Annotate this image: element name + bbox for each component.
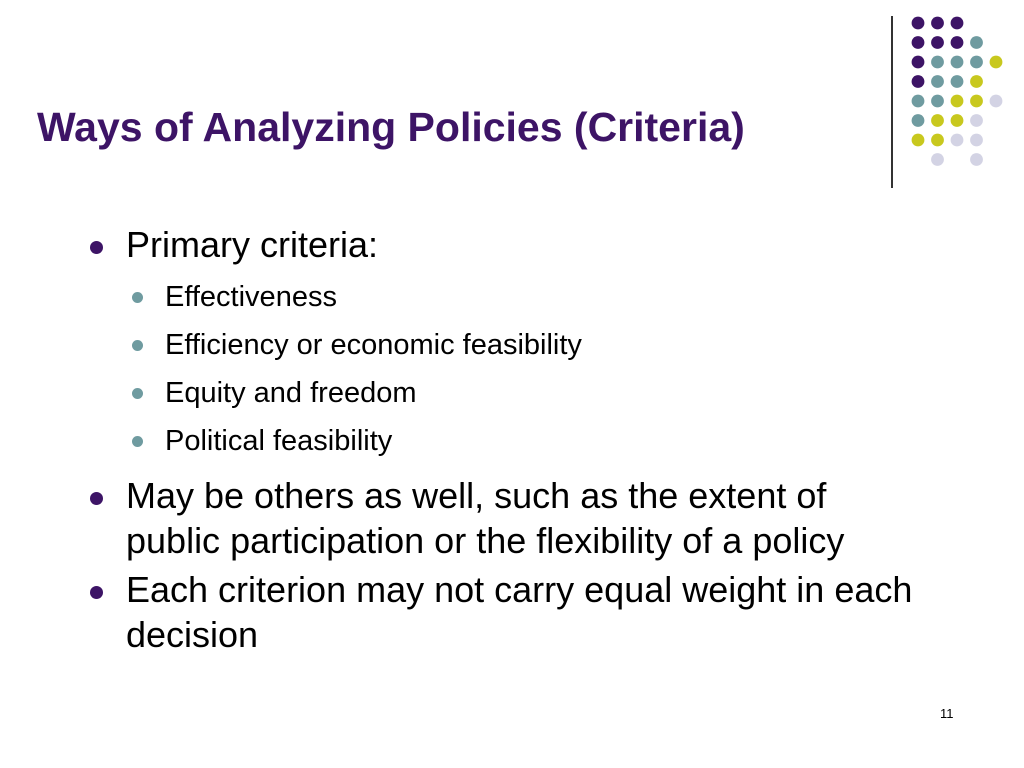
sub-bullet-item <box>126 321 928 369</box>
decorative-dot <box>970 95 983 108</box>
decorative-dot <box>912 56 925 69</box>
decorative-dot <box>990 95 1003 108</box>
title-divider-line <box>891 16 893 188</box>
decorative-dot <box>970 75 983 88</box>
decorative-dot <box>931 134 944 147</box>
sub-bullet-text: Equity and freedom <box>165 377 417 409</box>
decorative-dot <box>970 134 983 147</box>
bullet-item <box>88 473 928 563</box>
decorative-dot <box>970 56 983 69</box>
bullet-text: Primary criteria: <box>126 224 379 265</box>
sub-bullet-text: Political feasibility <box>165 425 393 457</box>
decorative-dot <box>951 134 964 147</box>
decorative-dot <box>951 95 964 108</box>
decorative-dot <box>951 36 964 49</box>
bullet-text: Each criterion may not carry equal weight in each decision <box>126 569 913 655</box>
decorative-dot <box>912 114 925 127</box>
decorative-dot <box>912 17 925 30</box>
decorative-dot <box>931 153 944 166</box>
bullet-list <box>88 222 928 661</box>
decorative-dot <box>931 36 944 49</box>
sub-bullet-list <box>126 273 928 465</box>
decorative-dot <box>970 153 983 166</box>
decorative-dot <box>931 114 944 127</box>
sub-bullet-text: Effectiveness <box>165 281 337 313</box>
decorative-dot <box>970 36 983 49</box>
sub-bullet-dot <box>132 292 143 303</box>
decorative-dot <box>990 56 1003 69</box>
decorative-dot <box>931 17 944 30</box>
decorative-dot <box>951 56 964 69</box>
decorative-dot <box>912 36 925 49</box>
decorative-dot <box>912 75 925 88</box>
decorative-dot <box>951 17 964 30</box>
decorative-dot <box>931 75 944 88</box>
bullet-text: May be others as well, such as the extent of public participation or the flexibility of a policy <box>126 475 845 561</box>
decorative-dot <box>912 134 925 147</box>
sub-bullet-item <box>126 273 928 321</box>
sub-bullet-dot <box>132 436 143 447</box>
decorative-dot <box>912 95 925 108</box>
sub-bullet-item <box>126 417 928 465</box>
bullet-item <box>88 567 928 657</box>
bullet-item <box>88 222 928 465</box>
bullet-dot <box>90 241 103 254</box>
decorative-dot <box>970 114 983 127</box>
sub-bullet-dot <box>132 388 143 399</box>
page-number: 11 <box>940 706 954 721</box>
decorative-dot <box>931 95 944 108</box>
slide-title: Ways of Analyzing Policies (Criteria) <box>37 104 745 150</box>
sub-bullet-text: Efficiency or economic feasibility <box>165 329 582 361</box>
decorative-dot <box>951 75 964 88</box>
sub-bullet-item <box>126 369 928 417</box>
bullet-dot <box>90 586 103 599</box>
decorative-dot <box>951 114 964 127</box>
decorative-dot <box>931 56 944 69</box>
sub-bullet-dot <box>132 340 143 351</box>
decorative-dot-grid <box>0 0 1024 200</box>
bullet-dot <box>90 492 103 505</box>
